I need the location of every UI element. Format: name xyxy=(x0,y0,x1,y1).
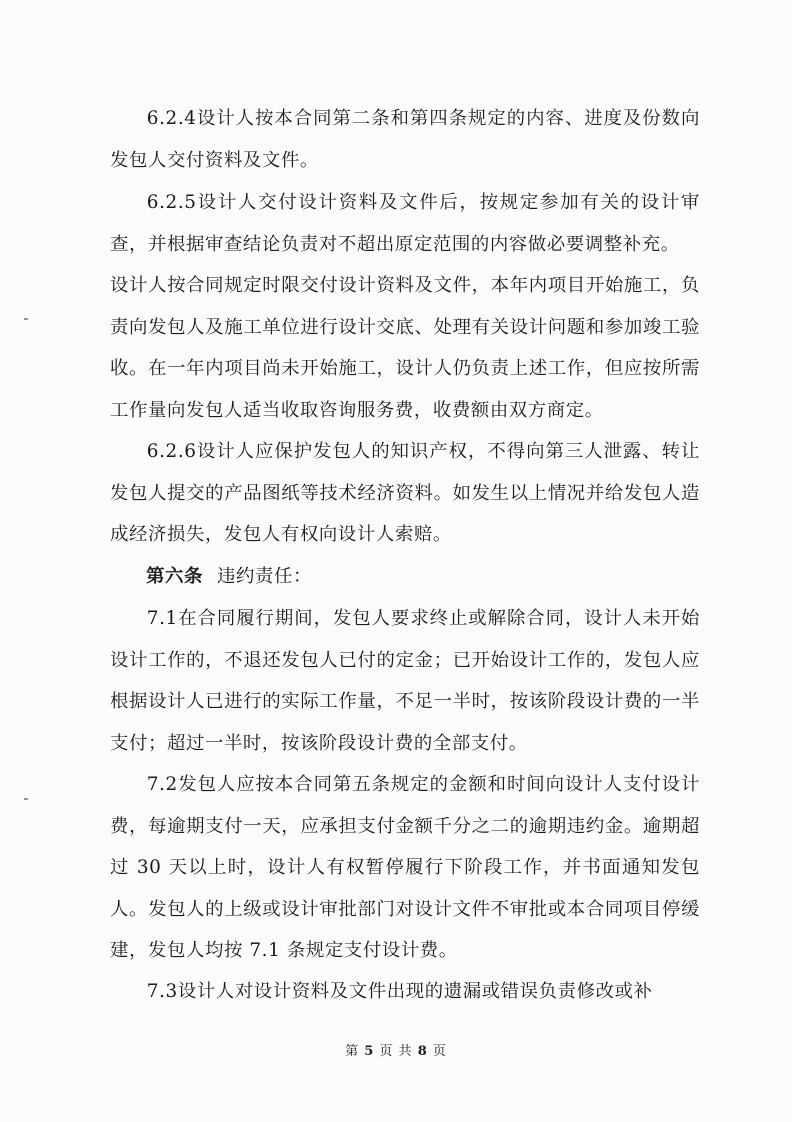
paragraph-delivery-terms: 设计人按合同规定时限交付设计资料及文件，本年内项目开始施工，负责向发包人及施工单位进行设计交底、处理有关设计问题和参加竣工验收。在一年内项目尚未开始施工，设计人仍负责上述工作，但应按所需工作量向发包人适当收取咨询服务费，收费额由双方商定。 xyxy=(110,275,700,421)
footer-prefix: 第 xyxy=(345,1044,360,1059)
paragraph-6-2-5: 6.2.5设计人交付设计资料及文件后，按规定参加有关的设计审查，并根据审查结论负责对不超出原定范围的内容做必要调整补充。 xyxy=(110,192,700,255)
footer-suffix: 页 xyxy=(432,1044,447,1059)
total-pages-number: 8 xyxy=(417,1044,428,1059)
footer-middle: 页 共 xyxy=(379,1044,413,1059)
paragraph-7-1: 7.1在合同履行期间，发包人要求终止或解除合同，设计人未开始设计工作的，不退还发包人已付的定金；已开始设计工作的，发包人应根据设计人已进行的实际工作量，不足一半时，按该阶段设计费的一半支付；超过一半时，按该阶段设计费的全部支付。 xyxy=(110,608,700,754)
article-6-title: 违约责任： xyxy=(216,566,312,587)
paragraph-7-2: 7.2发包人应按本合同第五条规定的金额和时间向设计人支付设计费，每逾期支付一天，应承担支付金额千分之二的逾期违约金。逾期超过 30 天以上时，设计人有权暂停履行下阶段工作，并书面通知发包人。发包人的上级或设计审批部门对设计文件不审批或本合同项目停缓建，发包人均按 7.1 条规定支付设计费。 xyxy=(110,774,700,961)
scan-mark xyxy=(24,798,28,800)
paragraph-6-2-4: 6.2.4设计人按本合同第二条和第四条规定的内容、进度及份数向发包人交付资料及文件。 xyxy=(110,108,700,171)
current-page-number: 5 xyxy=(364,1044,375,1059)
article-6-label: 第六条 xyxy=(146,566,203,587)
scan-mark xyxy=(24,318,28,320)
page-footer xyxy=(0,1040,792,1059)
paragraph-6-2-6: 6.2.6设计人应保护发包人的知识产权，不得向第三人泄露、转让发包人提交的产品图纸等技术经济资料。如发生以上情况并给发包人造成经济损失，发包人有权向设计人索赔。 xyxy=(110,441,700,545)
paragraph-7-3: 7.3设计人对设计资料及文件出现的遗漏或错误负责修改或补 xyxy=(146,981,653,1002)
article-6-heading xyxy=(146,556,312,598)
